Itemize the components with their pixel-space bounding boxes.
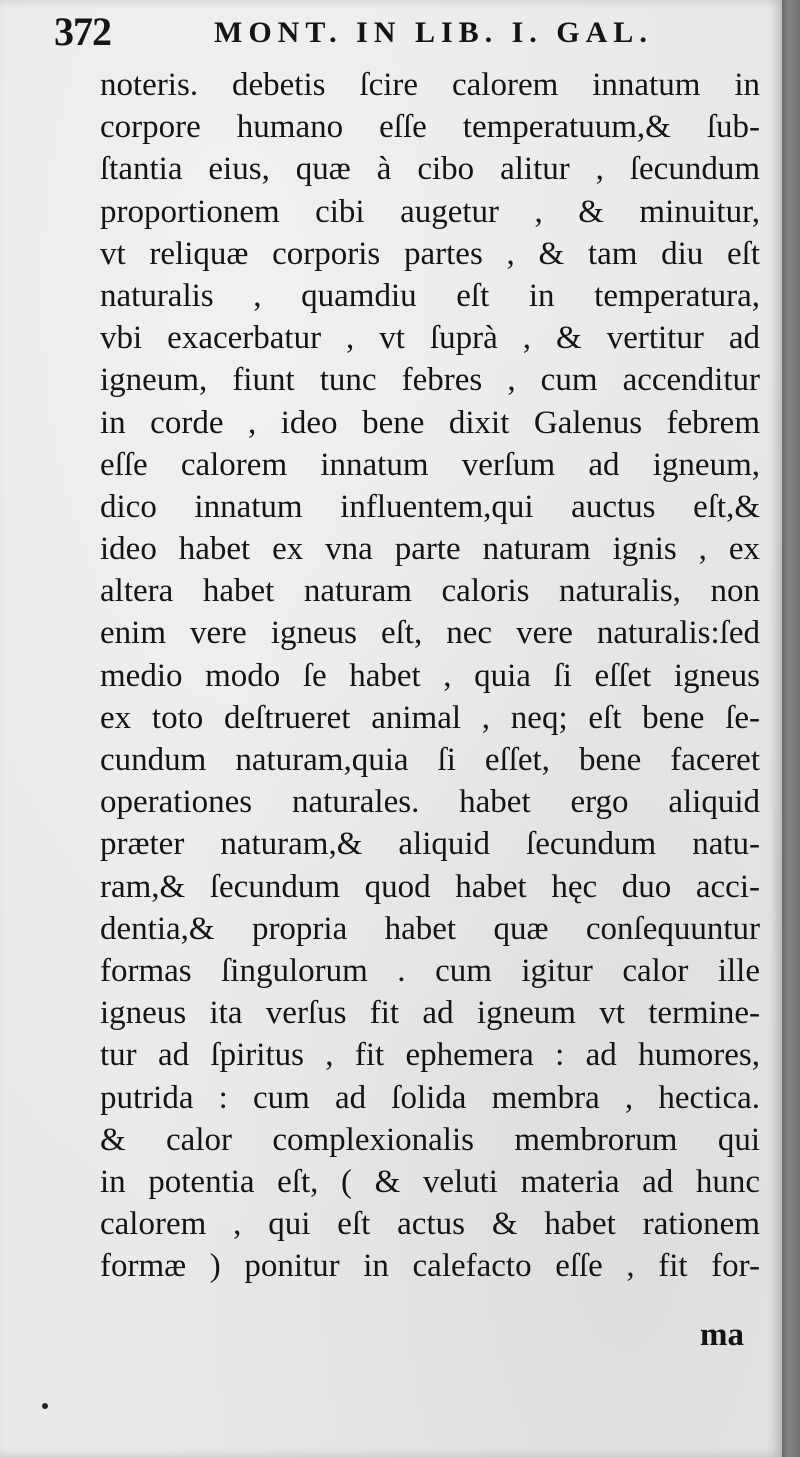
text-line: enim vere igneus eſt, nec vere naturalis:ſed: [100, 615, 760, 652]
text-line: in potentia eſt, ( & veluti materia ad hunc: [100, 1163, 760, 1200]
text-line: noteris. debetis ſcire calorem innatum in: [100, 67, 760, 103]
page-number: 372: [54, 9, 111, 54]
text-line: tur ad ſpiritus , fit ephemera : ad humores,: [100, 1037, 760, 1074]
text-line: corpore humano eſſe temperatuum,& ſub-: [100, 109, 760, 146]
text-line: vt reliquæ corporis partes , & tam diu eſt: [100, 235, 760, 272]
text-line: formas ſingulorum . cum igitur calor ille: [100, 952, 760, 989]
running-head: [54, 10, 754, 54]
page-edge-shadow: [782, 0, 800, 1457]
running-title: MONT. IN LIB. I. GAL.: [214, 16, 653, 49]
text-line: dico innatum influentem,qui auctus eſt,&: [100, 488, 760, 525]
text-line: in corde , ideo bene dixit Galenus febrem: [100, 404, 760, 441]
body-text: [100, 64, 760, 1287]
text-line: calorem , qui eſt actus & habet rationem: [100, 1206, 760, 1243]
text-line: ideo habet ex vna parte naturam ignis , ex: [100, 531, 760, 568]
ink-speck: [42, 1403, 48, 1409]
text-line: ram,& ſecundum quod habet hęc duo acci-: [100, 868, 760, 905]
text-line: cundum naturam,quia ſi eſſet, bene faceret: [100, 742, 760, 778]
text-line: proportionem cibi augetur , & minuitur,: [100, 193, 760, 230]
text-line: naturalis , quamdiu eſt in temperatura,: [100, 277, 760, 314]
text-line: igneum, fiunt tunc febres , cum accenditur: [100, 362, 760, 399]
text-line: altera habet naturam caloris naturalis, non: [100, 573, 760, 610]
text-line: igneus ita verſus fit ad igneum vt termine-: [100, 995, 760, 1032]
text-line: formæ ) ponitur in calefacto eſſe , fit for-: [100, 1248, 760, 1285]
text-line: & calor complexionalis membrorum qui: [100, 1121, 760, 1158]
text-line: præter naturam,& aliquid ſecundum natu-: [100, 826, 760, 863]
text-line: vbi exacerbatur , vt ſuprà , & vertitur ad: [100, 320, 760, 357]
text-line: ex toto deſtrueret animal , neq; eſt bene ſe-: [100, 699, 760, 736]
text-line: dentia,& propria habet quæ conſequuntur: [100, 910, 760, 947]
catchword: ma: [700, 1317, 744, 1353]
text-line: operationes naturales. habet ergo aliquid: [100, 784, 760, 821]
text-line: putrida : cum ad ſolida membra , hectica.: [100, 1079, 760, 1116]
text-line: medio modo ſe habet , quia ſi eſſet igneus: [100, 657, 760, 694]
text-line: eſſe calorem innatum verſum ad igneum,: [100, 446, 760, 483]
text-line: ſtantia eius, quæ à cibo alitur , ſecundum: [100, 151, 760, 188]
